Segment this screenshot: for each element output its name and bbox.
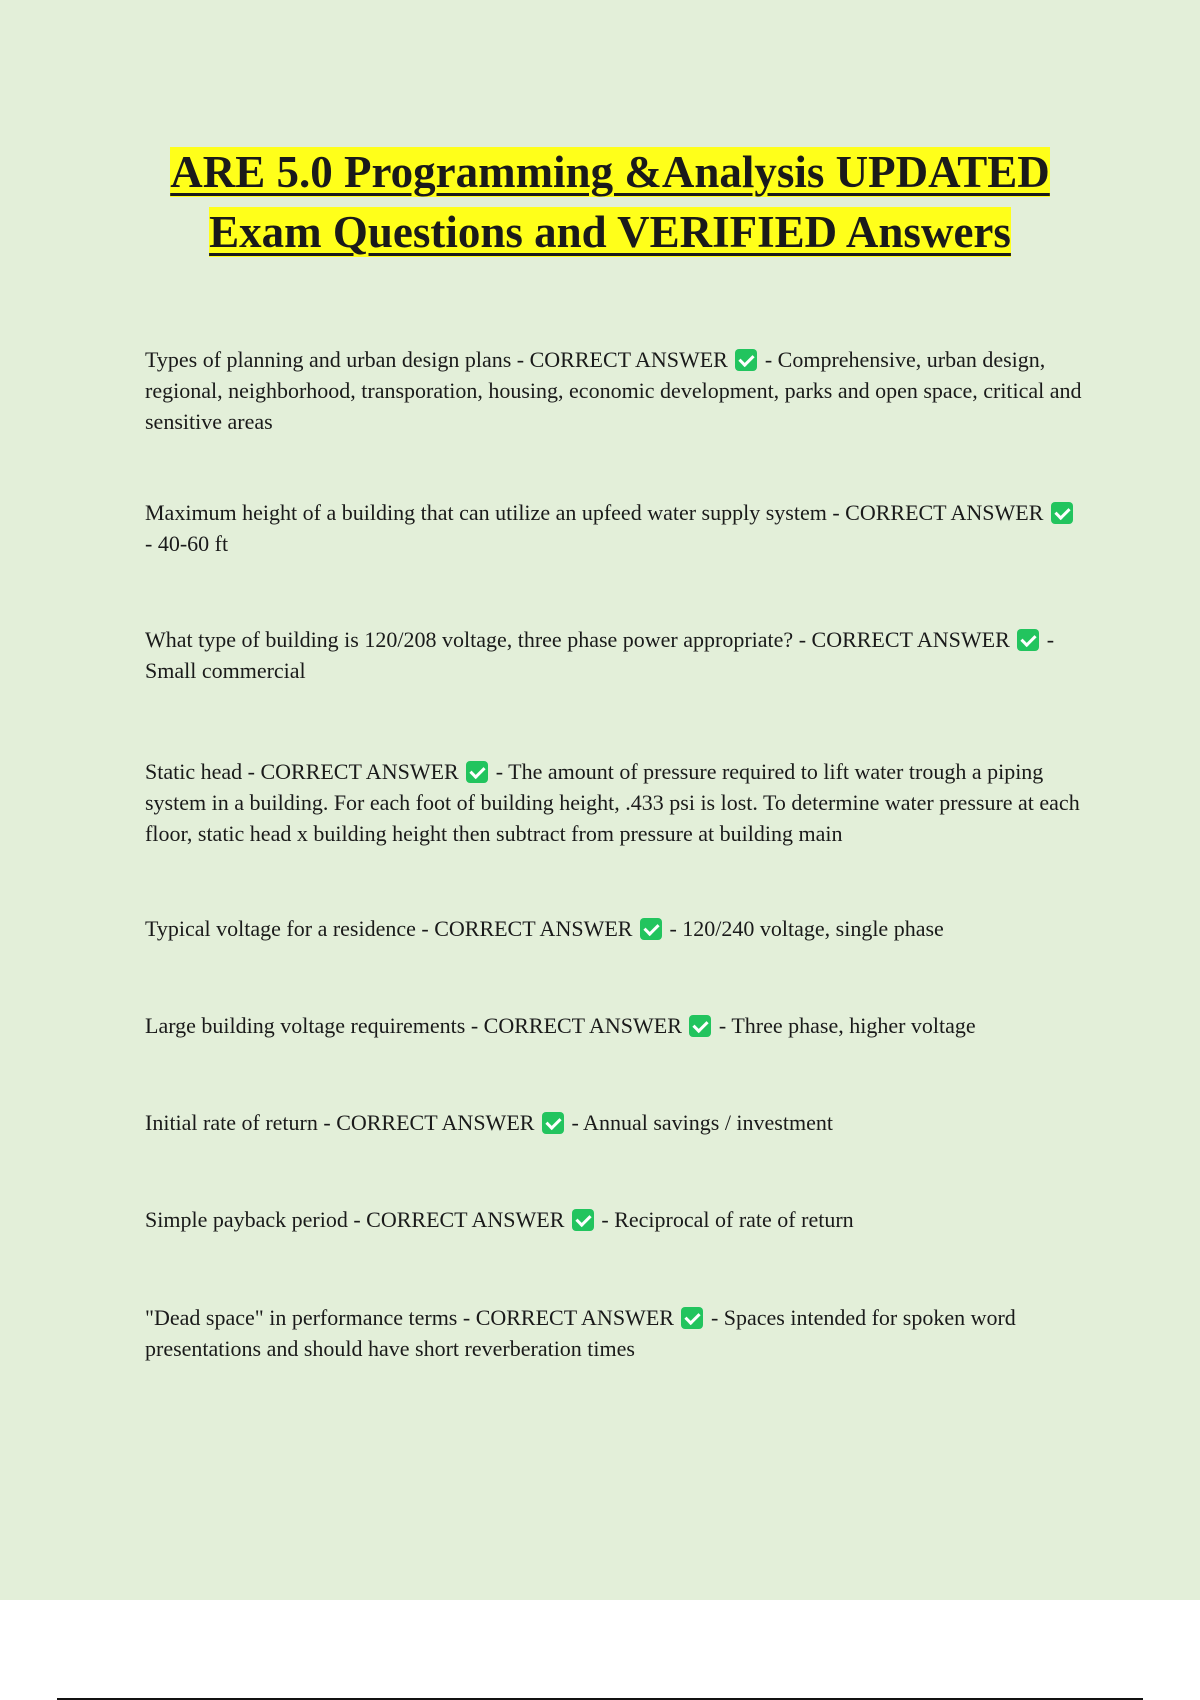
check-mark-icon xyxy=(572,1209,594,1231)
check-mark-icon xyxy=(1051,502,1073,524)
document-title xyxy=(130,142,1090,262)
qa-item xyxy=(145,1107,1085,1138)
qa-item xyxy=(145,1204,1085,1235)
answer-text: - Three phase, higher voltage xyxy=(718,1013,976,1038)
question-text: Typical voltage for a residence - CORRECT ANSWER xyxy=(145,916,633,941)
check-mark-icon xyxy=(542,1112,564,1134)
answer-text: - Small commercial xyxy=(145,627,1055,683)
qa-item xyxy=(145,756,1085,849)
answer-text: - Reciprocal of rate of return xyxy=(601,1207,854,1232)
question-text: Maximum height of a building that can utilize an upfeed water supply system - CORRECT ANSWER xyxy=(145,500,1044,525)
qa-item xyxy=(145,497,1085,559)
qa-item xyxy=(145,344,1085,437)
answer-text: - 40-60 ft xyxy=(145,531,229,556)
question-text: Static head - CORRECT ANSWER xyxy=(145,759,459,784)
qa-item xyxy=(145,1010,1085,1041)
answer-text: - 120/240 voltage, single phase xyxy=(669,916,944,941)
question-text: Types of planning and urban design plans - CORRECT ANSWER xyxy=(145,347,728,372)
check-mark-icon xyxy=(681,1307,703,1329)
answer-text: - Comprehensive, urban design, regional, neighborhood, transporation, housing, economic development, parks and open space, critical and sensitive areas xyxy=(145,347,1082,434)
qa-item xyxy=(145,624,1085,686)
qa-item xyxy=(145,913,1085,944)
qa-item xyxy=(145,1302,1085,1364)
answer-text: - The amount of pressure required to lift water trough a piping system in a building. For each foot of building height, .433 psi is lost. To determine water pressure at each floor, static head x building height then subtract from pressure at building main xyxy=(145,759,1080,846)
question-text: "Dead space" in performance terms - CORRECT ANSWER xyxy=(145,1305,674,1330)
question-text: Simple payback period - CORRECT ANSWER xyxy=(145,1207,565,1232)
question-text: What type of building is 120/208 voltage, three phase power appropriate? - CORRECT ANSWER xyxy=(145,627,1010,652)
check-mark-icon xyxy=(466,761,488,783)
answer-text: - Spaces intended for spoken word presentations and should have short reverberation times xyxy=(145,1305,1016,1361)
check-mark-icon xyxy=(640,918,662,940)
check-mark-icon xyxy=(735,349,757,371)
check-mark-icon xyxy=(689,1015,711,1037)
check-mark-icon xyxy=(1017,629,1039,651)
answer-text: - Annual savings / investment xyxy=(571,1110,833,1135)
document-title-text: ARE 5.0 Programming &Analysis UPDATED Exam Questions and VERIFIED Answers xyxy=(170,147,1050,257)
question-text: Large building voltage requirements - CORRECT ANSWER xyxy=(145,1013,682,1038)
question-text: Initial rate of return - CORRECT ANSWER xyxy=(145,1110,535,1135)
